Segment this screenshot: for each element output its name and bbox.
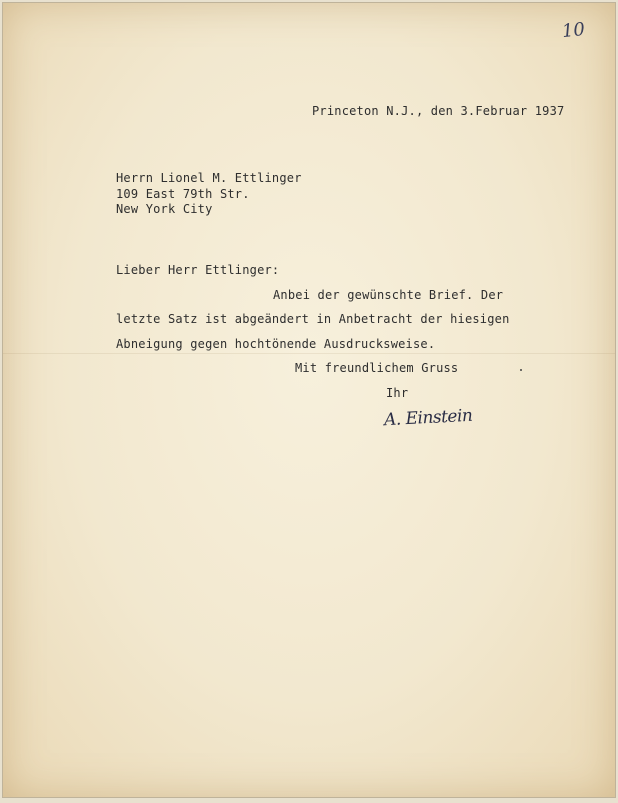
- salutation: Lieber Herr Ettlinger:: [116, 263, 280, 277]
- recipient-city: New York City: [116, 202, 213, 216]
- place-date: Princeton N.J., den 3.Februar 1937: [312, 104, 565, 118]
- body-line-2: letzte Satz ist abgeändert in Anbetracht der hiesigen: [116, 312, 510, 326]
- signature: A. Einstein: [383, 405, 473, 431]
- fold-crease: [3, 353, 615, 354]
- recipient-name: Herrn Lionel M. Ettlinger: [116, 171, 302, 185]
- body-line-3: Abneigung gegen hochtönende Ausdrucksweise.: [116, 337, 436, 351]
- page-number: 10: [560, 18, 586, 43]
- ink-dot: [520, 369, 522, 371]
- letter-page: [3, 3, 615, 797]
- closing-ihr: Ihr: [386, 386, 409, 400]
- closing: Mit freundlichem Gruss: [295, 361, 459, 375]
- body-line-1: Anbei der gewünschte Brief. Der: [273, 288, 504, 302]
- recipient-street: 109 East 79th Str.: [116, 187, 250, 201]
